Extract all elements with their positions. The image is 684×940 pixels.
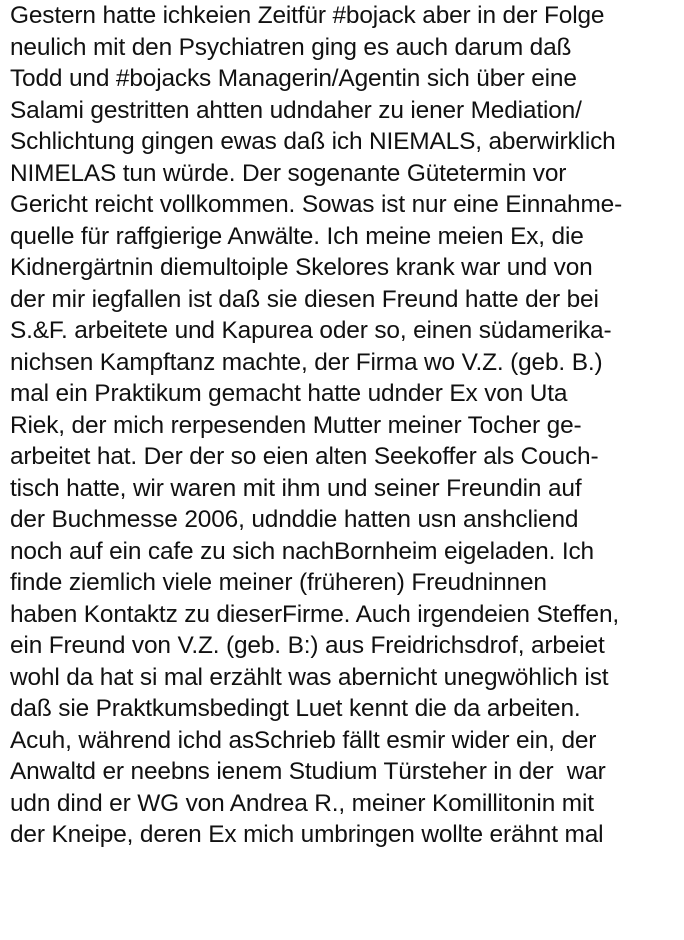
text-line: Todd und #bojacks Managerin/Agentin sich über eine — [10, 65, 577, 92]
text-line: neulich mit den Psychiatren ging es auch darum daß — [10, 33, 572, 61]
text-line: arbeitet hat. Der der so eien alten Seekoffer als Couch- — [10, 443, 599, 470]
text-line: der Kneipe, deren Ex mich umbringen wollte erähnt mal — [10, 821, 604, 848]
text-line: nichsen Kampftanz machte, der Firma wo V.Z. (geb. B.) — [10, 348, 603, 376]
text-line: S.&F. arbeitete und Kapurea oder so, einen südamerika- — [10, 317, 612, 344]
text-line: udn dind er WG von Andrea R., meiner Komillitonin mit — [10, 789, 594, 817]
text-line: Acuh, während ichd asSchrieb fällt esmir wider ein, der — [10, 726, 597, 754]
text-line: der mir iegfallen ist daß sie diesen Freund hatte der bei — [10, 285, 599, 313]
text-line: mal ein Praktikum gemacht hatte udnder Ex von Uta — [10, 380, 568, 407]
text-line: Riek, der mich rerpesenden Mutter meiner Tocher ge- — [10, 411, 582, 439]
text-line: daß sie Praktkumsbedingt Luet kennt die da arbeiten. — [10, 695, 581, 722]
text-line: haben Kontaktz zu dieserFirme. Auch irgendeien Steffen, — [10, 600, 620, 628]
text-line: Anwaltd er neebns ienem Studium Türsteher in der war — [10, 758, 606, 785]
text-line: ein Freund von V.Z. (geb. B:) aus Freidrichsdrof, arbeiet — [10, 632, 605, 659]
text-line: wohl da hat si mal erzählt was abernicht unegwöhlich ist — [10, 663, 609, 691]
document-text — [10, 0, 682, 851]
text-line: finde ziemlich viele meiner (früheren) Freudninnen — [10, 569, 547, 596]
text-line: Gestern hatte ichkeien Zeitfür #bojack aber in der Folge — [10, 2, 605, 29]
text-line: Kidnergärtnin diemultoiple Skelores krank war und von — [10, 254, 593, 281]
text-line: Schlichtung gingen ewas daß ich NIEMALS, aberwirklich — [10, 128, 616, 155]
text-line: quelle für raffgierige Anwälte. Ich meine meien Ex, die — [10, 222, 584, 250]
text-line: Gericht reicht vollkommen. Sowas ist nur eine Einnahme- — [10, 191, 623, 218]
text-line: Salami gestritten ahtten udndaher zu iener Mediation/ — [10, 96, 582, 124]
text-line: tisch hatte, wir waren mit ihm und seiner Freundin auf — [10, 474, 582, 502]
text-line: noch auf ein cafe zu sich nachBornheim eigeladen. Ich — [10, 537, 594, 565]
text-line: der Buchmesse 2006, udnddie hatten usn anshcliend — [10, 506, 579, 533]
text-line: NIMELAS tun würde. Der sogenante Gütetermin vor — [10, 159, 567, 187]
